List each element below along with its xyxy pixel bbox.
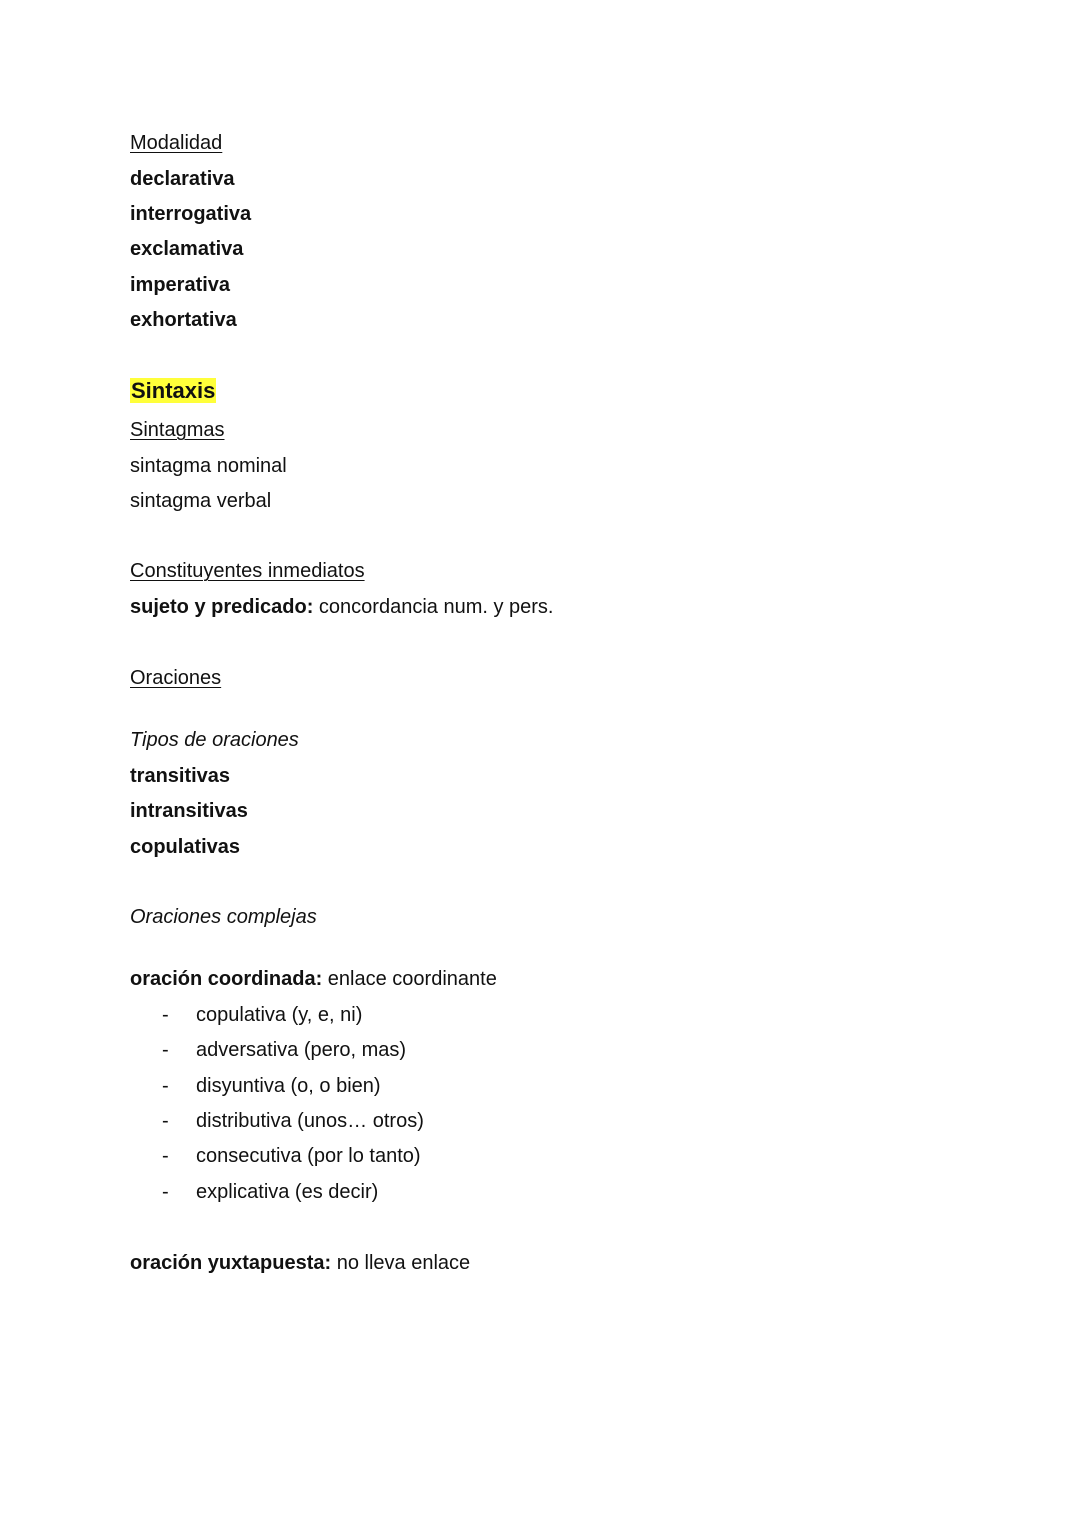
modalidad-item-exhortativa: exhortativa <box>130 309 237 331</box>
list-item <box>162 1003 362 1027</box>
modalidad-item-interrogativa: interrogativa <box>130 203 252 225</box>
coordinada-item-text: disyuntiva (o, o bien) <box>196 1075 381 1097</box>
constituyentes-desc: concordancia num. y pers. <box>313 596 554 618</box>
sintagma-item-verbal: sintagma verbal <box>130 490 272 512</box>
oraciones-heading: Oraciones <box>130 667 222 689</box>
sintaxis-title-row <box>130 379 216 404</box>
tipo-item-transitivas: transitivas <box>130 765 231 787</box>
bullet-dash: - <box>162 1145 169 1167</box>
bullet-dash: - <box>162 1110 169 1132</box>
list-item <box>162 1074 381 1098</box>
coordinada-term: oración coordinada: <box>130 968 323 990</box>
modalidad-heading: Modalidad <box>130 132 223 154</box>
coordinada-definition <box>130 967 497 991</box>
sintaxis-title: Sintaxis <box>131 378 216 403</box>
modalidad-item-imperativa: imperativa <box>130 274 231 296</box>
tipos-oraciones-heading: Tipos de oraciones <box>130 729 299 751</box>
coordinada-item-text: explicativa (es decir) <box>196 1181 379 1203</box>
list-item <box>162 1144 421 1168</box>
coordinada-item-text: copulativa (y, e, ni) <box>196 1004 363 1026</box>
tipo-item-copulativas: copulativas <box>130 836 241 858</box>
list-item <box>162 1038 406 1062</box>
list-item <box>162 1109 424 1133</box>
coordinada-item-text: adversativa (pero, mas) <box>196 1039 407 1061</box>
sintagmas-heading: Sintagmas <box>130 419 225 441</box>
list-item <box>162 1180 378 1204</box>
constituyentes-term: sujeto y predicado: <box>130 596 314 618</box>
yuxtapuesta-desc: no lleva enlace <box>331 1252 471 1274</box>
oraciones-complejas-heading: Oraciones complejas <box>130 906 317 928</box>
bullet-dash: - <box>162 1004 169 1026</box>
bullet-dash: - <box>162 1181 169 1203</box>
yuxtapuesta-term: oración yuxtapuesta: <box>130 1252 332 1274</box>
tipo-item-intransitivas: intransitivas <box>130 800 248 822</box>
coordinada-desc: enlace coordinante <box>322 968 497 990</box>
bullet-dash: - <box>162 1075 169 1097</box>
modalidad-item-exclamativa: exclamativa <box>130 238 244 260</box>
coordinada-item-text: distributiva (unos… otros) <box>196 1110 424 1132</box>
constituyentes-definition <box>130 595 554 619</box>
bullet-dash: - <box>162 1039 169 1061</box>
constituyentes-heading: Constituyentes inmediatos <box>130 560 365 582</box>
coordinada-item-text: consecutiva (por lo tanto) <box>196 1145 421 1167</box>
sintagma-item-nominal: sintagma nominal <box>130 455 287 477</box>
modalidad-item-declarativa: declarativa <box>130 168 235 190</box>
yuxtapuesta-definition <box>130 1251 470 1275</box>
